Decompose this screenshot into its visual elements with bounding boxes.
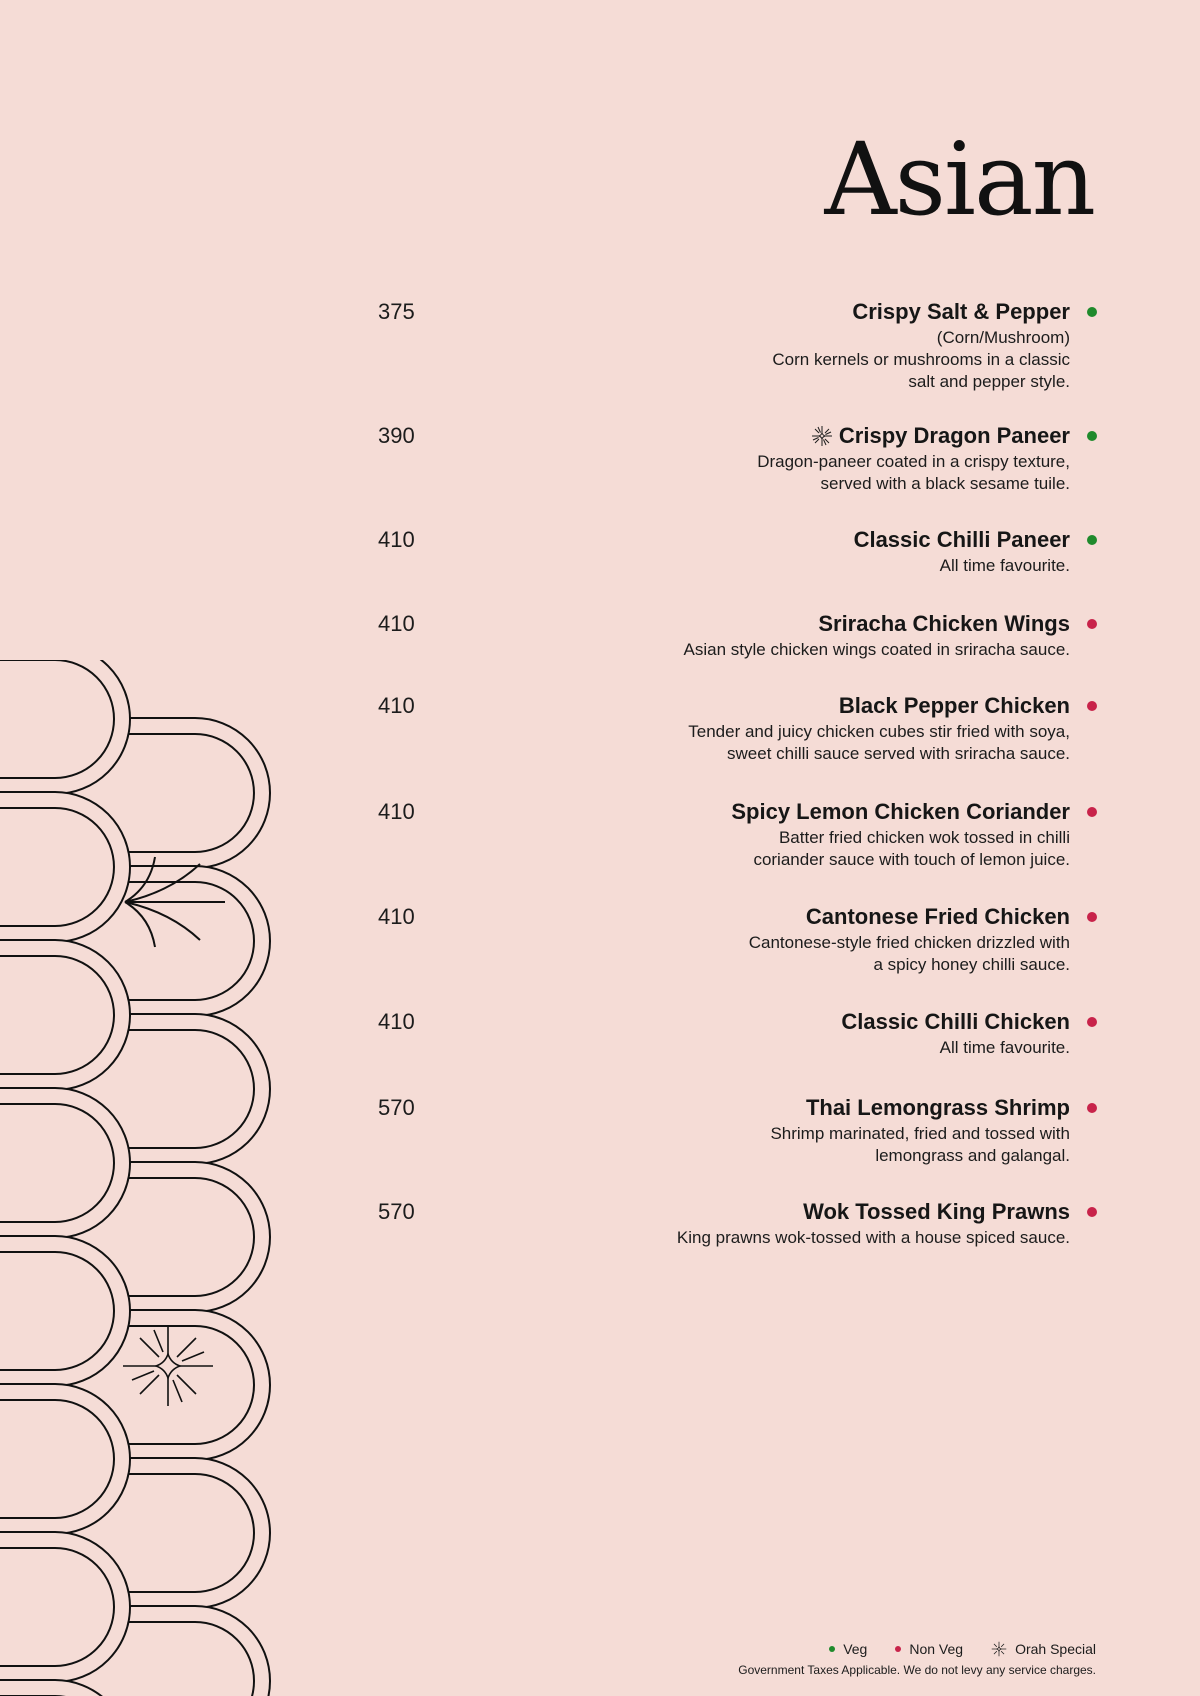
item-description-line: Cantonese-style fried chicken drizzled with [748,933,1070,952]
item-description-line: All time favourite. [939,556,1070,575]
sparkle-icon [991,1641,1007,1657]
legend-non-veg [895,1641,963,1657]
item-name-row [841,1008,1070,1036]
item-name-row [806,903,1070,931]
item-name: Spicy Lemon Chicken Coriander [731,799,1070,824]
legend-special-label: Orah Special [1015,1641,1096,1657]
item-description [684,639,1070,661]
item-price: 410 [378,611,415,636]
item-price: 570 [378,1095,415,1120]
legend-veg [829,1641,867,1657]
non-veg-dot-icon [1087,1207,1097,1217]
item-description [753,827,1070,871]
item-name-row [806,1094,1070,1122]
item-description [688,721,1070,765]
legend-special [991,1641,1096,1657]
veg-dot-icon [1087,307,1097,317]
item-description [677,1227,1070,1249]
item-name: Sriracha Chicken Wings [818,611,1070,636]
non-veg-dot-icon [1087,1017,1097,1027]
non-veg-dot-icon [1087,1103,1097,1113]
veg-dot-icon [1087,535,1097,545]
item-name-row [811,422,1070,450]
item-name-row [852,298,1070,326]
item-description-line: Asian style chicken wings coated in sriracha sauce. [683,640,1070,659]
legend-veg-label: Veg [843,1641,868,1657]
item-description-line: Batter fried chicken wok tossed in chilli [778,828,1070,847]
item-name-row [818,610,1070,638]
item-name: Wok Tossed King Prawns [803,1199,1070,1224]
item-name: Black Pepper Chicken [838,693,1070,718]
non-veg-dot-icon [1087,912,1097,922]
item-price: 570 [378,1199,415,1224]
item-description-line: salt and pepper style. [908,372,1070,391]
item-price: 410 [378,527,415,552]
item-description-line: sweet chilli sauce served with sriracha sauce. [727,744,1070,763]
legend-non-veg-label: Non Veg [909,1641,964,1657]
non-veg-dot-icon [895,1646,901,1652]
item-description-line: lemongrass and galangal. [875,1146,1070,1165]
item-name: Thai Lemongrass Shrimp [805,1095,1070,1120]
item-name: Crispy Dragon Paneer [838,423,1070,448]
tax-footnote: Government Taxes Applicable. We do not levy any service charges. [738,1663,1096,1677]
item-name-row [731,798,1070,826]
item-name: Classic Chilli Chicken [841,1009,1070,1034]
item-description-line: a spicy honey chilli sauce. [873,955,1070,974]
item-description-line: (Corn/Mushroom) [936,328,1070,347]
item-description [940,555,1070,577]
item-description-line: served with a black sesame tuile. [820,474,1070,493]
item-description [940,1037,1070,1059]
item-name: Crispy Salt & Pepper [852,299,1070,324]
item-price: 410 [378,693,415,718]
item-description [749,932,1070,976]
item-description-line: Tender and juicy chicken cubes stir fried with soya, [688,722,1070,741]
item-description-line: Corn kernels or mushrooms in a classic [772,350,1070,369]
item-name-row [854,526,1070,554]
item-description-line: Dragon-paneer coated in a crispy texture, [757,452,1070,471]
veg-dot-icon [1087,431,1097,441]
item-description-line: Shrimp marinated, fried and tossed with [770,1124,1070,1143]
item-name: Cantonese Fried Chicken [805,904,1070,929]
veg-dot-icon [829,1646,835,1652]
item-description-line: coriander sauce with touch of lemon juice. [753,850,1070,869]
item-price: 390 [378,423,415,448]
legend [829,1641,1096,1657]
non-veg-dot-icon [1087,619,1097,629]
item-description [772,327,1070,393]
item-price: 410 [378,799,415,824]
item-price: 410 [378,904,415,929]
arch-pattern-decoration [0,660,280,1696]
item-description-line: King prawns wok-tossed with a house spiced sauce. [676,1228,1070,1247]
item-name-row [803,1198,1070,1226]
item-description [770,1123,1070,1167]
item-description-line: All time favourite. [939,1038,1070,1057]
non-veg-dot-icon [1087,807,1097,817]
item-description [757,451,1070,495]
non-veg-dot-icon [1087,701,1097,711]
item-name: Classic Chilli Paneer [853,527,1070,552]
page-title: Asian [824,121,1094,238]
item-name-row [839,692,1070,720]
sparkle-icon [811,425,833,447]
item-price: 410 [378,1009,415,1034]
item-price: 375 [378,299,415,324]
